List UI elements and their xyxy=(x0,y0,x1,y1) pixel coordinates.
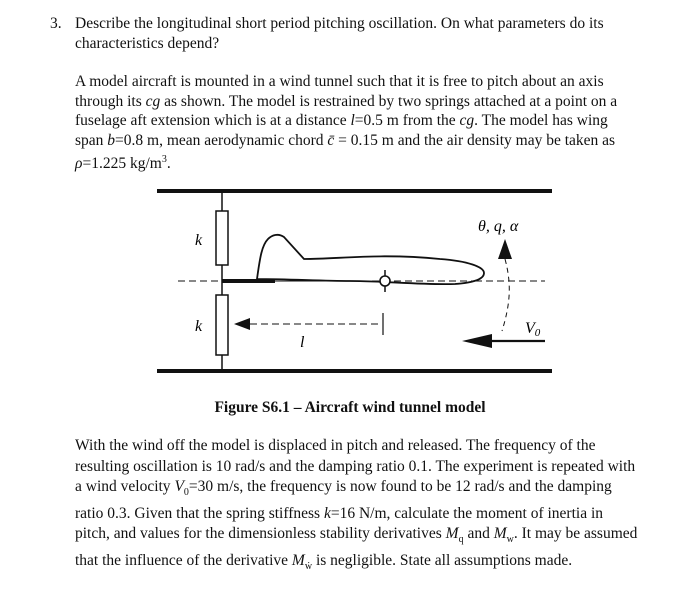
setup-text: as shown. The model is restrained by two springs attached at a point on a fuselage aft extension which is at a distance xyxy=(75,92,618,130)
problem-text: =30 m/s, the frequency is now found to be 12 rad/s and the damping ratio 0.3. Given that the spring stiffness xyxy=(75,478,612,522)
mw-symbol: M xyxy=(493,525,507,543)
question-number: 3. xyxy=(50,15,62,32)
density-exponent: 3 xyxy=(161,154,167,166)
problem-text: and xyxy=(463,525,494,543)
mq-symbol: M xyxy=(445,525,459,543)
wind-tunnel-figure xyxy=(0,175,700,390)
distance-arrowhead xyxy=(234,318,250,330)
mwdot-symbol: M xyxy=(291,551,305,569)
motion-arc xyxy=(502,259,509,331)
figure-caption: Figure S6.1 – Aircraft wind tunnel model xyxy=(214,399,486,416)
spring-top-label: k xyxy=(195,232,203,249)
spring-bottom-label: k xyxy=(195,318,203,335)
question-prompt: Describe the longitudinal short period pitching oscillation. On what parameters do its characteristics depend? xyxy=(75,15,604,52)
motion-label: θ, q, α xyxy=(478,218,519,235)
problem-text: is negligible. State all assumptions made. xyxy=(312,551,573,569)
problem-text: =16 N/m, calculate the moment of inertia in pitch, and values for the dimensionless stability derivatives xyxy=(75,504,604,543)
setup-text: A model aircraft is mounted in a wind tunnel such that it is free to pitch about an axis through its xyxy=(75,73,604,110)
spring-top xyxy=(216,211,228,265)
spring-bottom xyxy=(216,295,228,355)
cg-symbol: cg xyxy=(459,112,475,130)
setup-paragraph xyxy=(75,72,640,174)
span-value: =0.8 m, mean aerodynamic chord xyxy=(115,131,328,149)
chord-value: = 0.15 m xyxy=(334,131,394,149)
problem-text: . It may be assumed that the influence of the derivative xyxy=(75,525,638,569)
cg-pivot xyxy=(380,276,390,286)
density-value: =1.225 kg/m xyxy=(82,155,162,173)
fuselage-outline xyxy=(257,235,484,284)
velocity-subscript: 0 xyxy=(183,487,189,499)
distance-symbol: l xyxy=(350,112,355,130)
setup-text: . xyxy=(166,155,171,173)
cg-symbol: cg xyxy=(145,92,161,110)
mw-subscript: w xyxy=(506,534,514,546)
velocity-symbol: V xyxy=(174,478,184,495)
chord-symbol: c̄ xyxy=(327,131,335,149)
span-symbol: b xyxy=(107,131,116,149)
distance-label: l xyxy=(300,334,305,351)
problem-paragraph xyxy=(75,436,640,577)
setup-text: and the air density may be taken as xyxy=(393,131,616,149)
distance-value: =0.5 m from the xyxy=(354,112,460,130)
velocity-label: V0 xyxy=(525,320,541,339)
motion-arrowhead xyxy=(498,239,512,259)
setup-text: . The model has wing span xyxy=(75,112,608,149)
mwdot-subscript: ẇ xyxy=(304,560,313,572)
stiffness-symbol: k xyxy=(323,504,331,522)
velocity-arrowhead xyxy=(462,334,492,348)
mq-subscript: q xyxy=(458,534,464,546)
problem-text: With the wind off the model is displaced in pitch and released. The frequency of the resulting oscillation is 10 rad/s and the damping ratio 0.1. The experiment is repeated with a wind velocity xyxy=(75,437,636,495)
density-symbol: ρ xyxy=(75,155,83,173)
